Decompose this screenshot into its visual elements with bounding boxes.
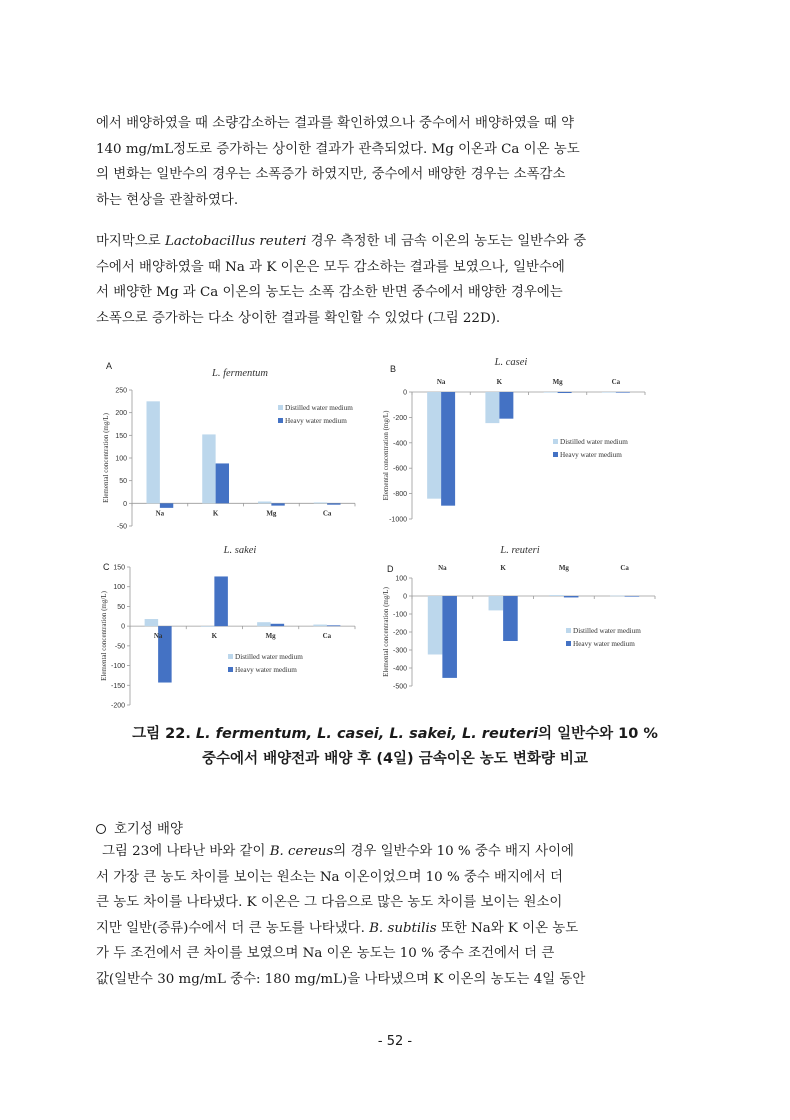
x-tick-label: K [496,378,503,386]
x-tick-label: Ca [322,632,332,641]
chart-panel-b [375,355,665,535]
bar-distilled [427,392,441,499]
chart-panel-a [100,357,380,537]
chart-panel-c [100,540,380,715]
bar-distilled [201,626,215,627]
text-segment: 경우 측정한 네 금속 이온의 농도는 일반수와 중 [306,234,587,249]
text-segment: 값(일반수 30 mg/mL 중수: 180 mg/mL)을 나타냈으며 K 이온의 농도는 4일 동안 [96,971,586,987]
legend-label: Heavy water medium [573,640,635,648]
bar-distilled [314,502,327,503]
y-tick-label: -100 [392,611,407,619]
text-line [96,967,700,993]
chart-title: L. fermentum [212,368,268,379]
y-tick-label: -50 [114,643,125,651]
y-tick-label: -100 [110,663,125,671]
bar-heavy [216,463,229,503]
figure-caption [90,722,700,772]
y-tick-label: -150 [110,682,125,690]
bar-heavy [271,503,284,505]
text-line: 의 변화는 일반수의 경우는 소폭증가 하였지만, 중수에서 배양한 경우는 소폭감소 [96,167,566,183]
text-line [96,916,700,942]
bar-distilled [146,401,159,503]
y-tick-label: 0 [123,500,127,508]
text-line [96,839,700,865]
bar-heavy [499,392,513,419]
species-name: B. cereus [269,844,334,859]
caption-species: L. fermentum, L. casei, L. sakei, L. reuteri [195,726,539,742]
y-tick-label: 100 [395,575,407,583]
bar-heavy [503,596,518,641]
bar-heavy [160,503,173,508]
paragraph-1 [96,111,700,213]
legend-swatch [566,628,571,633]
legend-swatch [278,418,283,423]
x-tick-label: Na [153,632,163,641]
text-line: 서 배양한 Mg 과 Ca 이온의 농도는 소폭 감소한 반면 중수에서 배양한 경우에는 [96,285,563,301]
bar-heavy [616,392,630,393]
section-heading-text: 호기성 배양 [114,822,183,837]
y-tick-label: -600 [392,465,407,473]
y-tick-label: 50 [119,478,127,486]
chart-title: L. reuteri [500,545,540,556]
x-tick-label: Mg [552,378,563,386]
y-tick-label: 150 [115,432,127,440]
y-tick-label: -500 [392,683,407,691]
x-tick-label: K [500,564,506,572]
bar-distilled [145,619,159,626]
y-tick-label: 250 [115,387,127,395]
bar-heavy [441,392,455,506]
legend-label: Heavy water medium [235,666,297,674]
paragraph-3 [96,839,700,993]
legend-label: Distilled water medium [560,438,628,446]
y-axis-label: Elemental concentration (mg/L) [382,587,390,677]
y-tick-label: -50 [116,523,127,531]
bar-distilled [489,596,504,610]
bar-distilled [549,595,564,596]
bar-heavy [271,624,285,626]
paragraph-2 [96,229,700,331]
bar-distilled [202,434,215,503]
text-segment: 의 경우 일반수와 10 % 중수 배지 사이에 [333,844,574,859]
text-line: 에서 배양하였을 때 소량감소하는 결과를 확인하였으나 중수에서 배양하였을 때 약 [96,116,575,131]
text-line: 소폭으로 증가하는 다소 상이한 결과를 확인할 수 있었다 (그림 22D). [96,310,501,326]
text-line [96,865,700,891]
circle-bullet-icon [96,824,106,834]
text-segment: 또한 Na와 K 이온 농도 [436,920,579,936]
y-axis-label: Elemental concentration (mg/L) [382,410,390,501]
y-axis-label: Elemental concentration (mg/L) [102,413,110,503]
chart-panel-d [375,540,665,715]
text-segment: 마지막으로 [96,234,165,249]
bar-heavy [564,596,579,597]
y-tick-label: -1000 [389,516,407,524]
y-tick-label: 100 [115,455,127,463]
bar-distilled [313,625,327,627]
x-tick-label: Na [155,509,165,518]
legend-label: Distilled water medium [573,627,641,635]
species-name: Lactobacillus reuteri [164,234,307,249]
species-name: B. subtilis [369,920,437,936]
x-tick-label: Na [438,564,447,572]
text-segment: 서 가장 큰 농도 차이를 보이는 원소는 Na 이온이었으며 10 % 중수 배지에서 더 [96,869,563,885]
caption-suffix: 의 일반수와 10 % [538,726,658,742]
text-line: 140 mg/mL정도로 증가하는 상이한 결과가 관측되었다. Mg 이온과 Ca 이온 농도 [96,141,580,157]
bar-distilled [602,392,616,393]
legend-swatch [228,667,233,672]
caption-prefix: 그림 22. [132,726,196,742]
y-tick-label: -800 [392,491,407,499]
x-tick-label: Na [436,378,446,386]
x-tick-label: Mg [265,632,276,641]
y-tick-label: -300 [392,647,407,655]
text-line [96,941,700,967]
y-tick-label: 50 [117,603,125,611]
page-number: - 52 - [377,1034,413,1049]
legend-swatch [278,405,283,410]
chart-d-svg [375,540,665,715]
legend-swatch [228,654,233,659]
y-tick-label: 0 [403,389,407,397]
legend-label: Distilled water medium [285,404,353,412]
y-tick-label: -200 [110,702,125,710]
text-segment: 지만 일반(증류)수에서 더 큰 농도를 나타냈다. [96,920,370,936]
y-tick-label: -200 [392,629,407,637]
text-line: 하는 현상을 관찰하였다. [96,192,239,208]
chart-b-svg [375,355,665,535]
bar-distilled [610,596,625,597]
legend-label: Heavy water medium [560,451,622,459]
caption-line-1 [90,722,700,747]
y-tick-label: 150 [113,564,125,572]
x-tick-label: Mg [558,564,569,572]
y-tick-label: 0 [403,593,407,601]
caption-line-2: 중수에서 배양전과 배양 후 (4일) 금속이온 농도 변화량 비교 [202,751,588,767]
y-tick-label: -400 [392,665,407,673]
bar-distilled [544,392,558,393]
bar-heavy [214,576,228,626]
chart-c-svg [100,540,380,715]
x-tick-label: Ca [611,378,621,386]
panel-label: B [390,364,397,374]
x-tick-label: Ca [620,564,629,572]
bar-heavy [327,625,341,626]
panel-label: C [103,562,110,572]
chart-a-svg [100,357,380,537]
legend-swatch [553,452,558,457]
legend-swatch [566,641,571,646]
text-segment: 큰 농도 차이를 나타냈다. K 이온은 그 다음으로 많은 농도 차이를 보이는 원소이 [96,895,563,911]
x-tick-label: Ca [322,509,332,518]
bar-heavy [558,392,572,393]
section-heading [96,818,183,837]
x-tick-label: K [211,632,218,641]
bar-heavy [442,596,457,678]
text-segment: 가 두 조건에서 큰 차이를 보였으며 Na 이온 농도는 10 % 중수 조건에서 더 큰 [96,946,555,962]
bar-distilled [428,596,443,655]
bar-heavy [327,503,340,504]
y-tick-label: -400 [392,440,407,448]
panel-label: D [387,564,394,574]
y-tick-label: 100 [113,584,125,592]
bar-distilled [257,622,271,626]
chart-title: L. sakei [223,545,257,556]
y-axis-label: Elemental concentration (mg/L) [100,591,108,681]
legend-label: Heavy water medium [285,417,347,425]
y-tick-label: 200 [115,410,127,418]
y-tick-label: -200 [392,414,407,422]
legend-label: Distilled water medium [235,653,303,661]
bar-distilled [485,392,499,423]
text-line [96,229,700,255]
y-tick-label: 0 [121,623,125,631]
bar-distilled [258,502,271,504]
text-line: 수에서 배양하였을 때 Na 과 K 이온은 모두 감소하는 결과를 보였으나, 일반수에 [96,259,565,275]
legend-swatch [553,439,558,444]
text-segment: 그림 23에 나타난 바와 같이 [102,844,270,859]
x-tick-label: Mg [266,509,277,518]
x-tick-label: K [212,509,219,518]
chart-title: L. casei [494,357,528,368]
panel-label: A [106,361,113,371]
text-line [96,890,700,916]
bar-heavy [625,596,640,597]
